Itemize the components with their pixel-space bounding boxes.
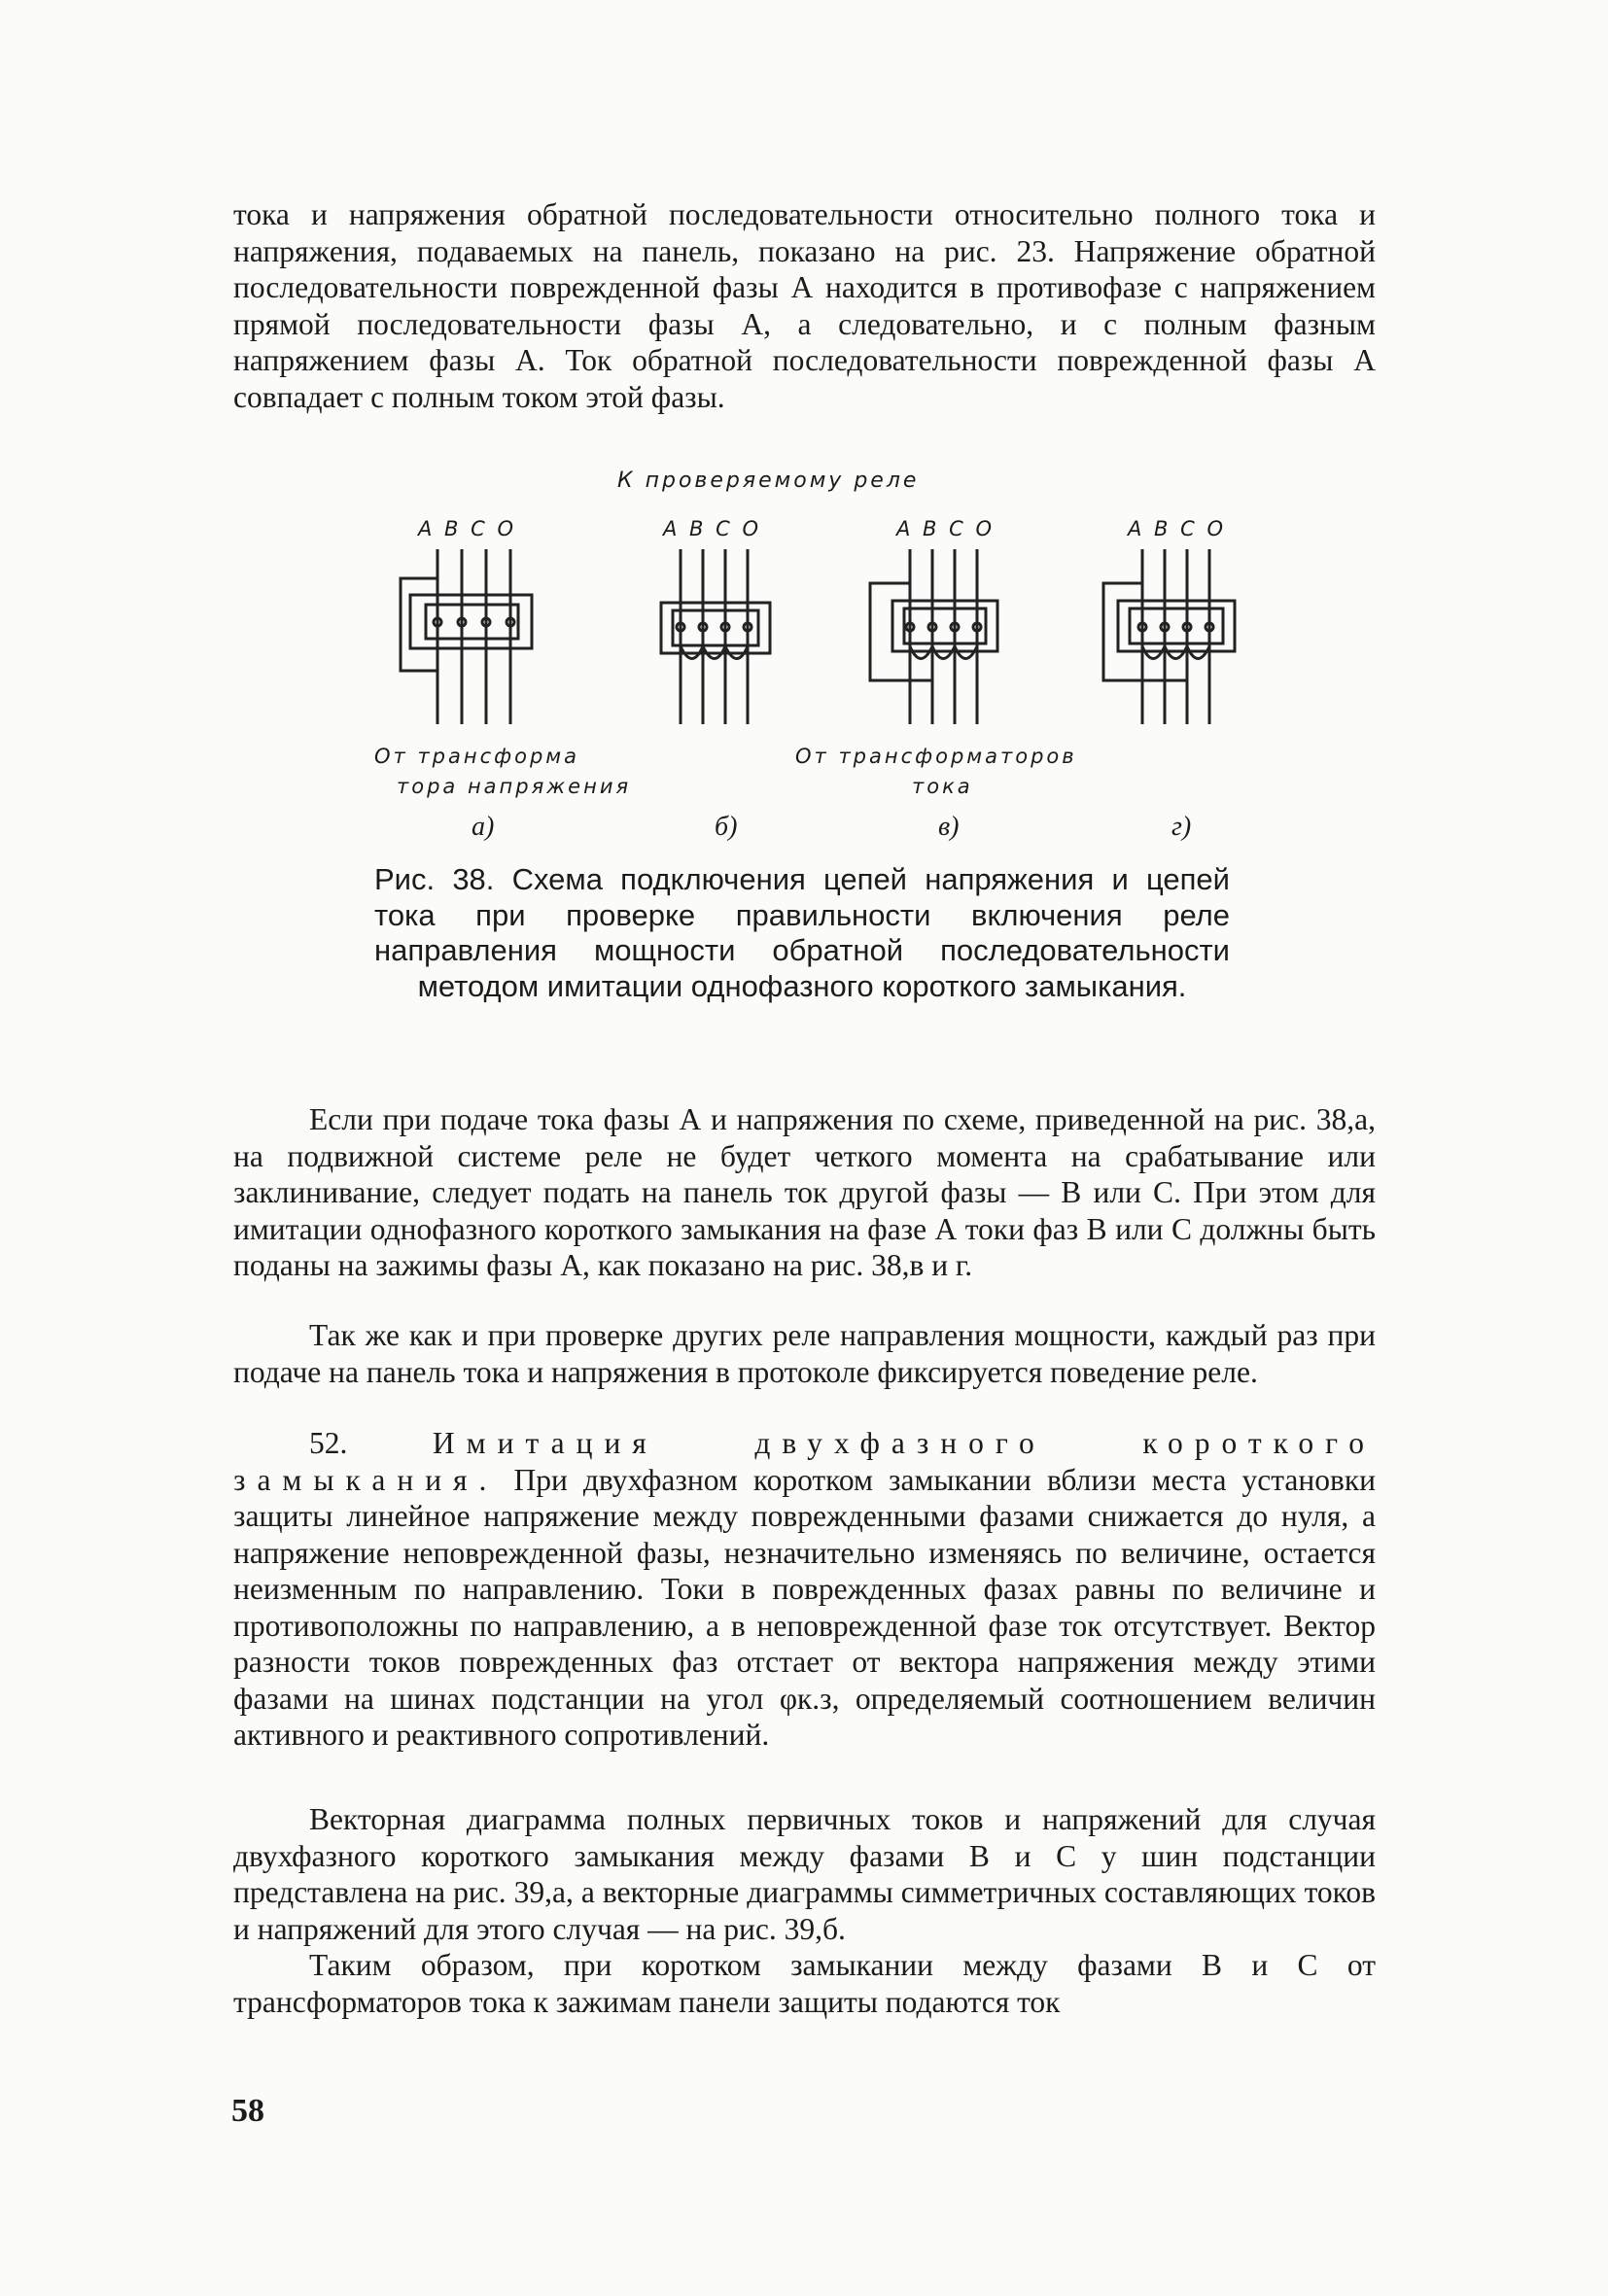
paragraph-record-behavior: Так же как и при проверке других реле направления мощности, каждый раз при подаче на панель тока и напряжения в протоколе фиксируется поведение реле. [233, 1318, 1376, 1389]
terminal-label-d: А В С О [1128, 517, 1226, 540]
circuit-b [661, 549, 770, 724]
section-body: При двухфазном коротком замыкании вблизи места установки защиты линейное напряжение между поврежденными фазами снижается до нуля, а напряжение неповрежденной фазы, незначительно изменяясь по величине, остается неизменным по направлению. Токи в поврежденных фазах равны по величине и противоположны по направлению, а в неповрежденной фазе ток отсутствует. Вектор разности токов поврежденных фаз отстает от вектора напряжения между этими фазами на шинах подстанции на угол φк.з, определяемый соотношением величин активного и реактивного сопротивлений. [233, 1462, 1376, 1752]
terminal-label-a: А В С О [418, 517, 516, 540]
page-number: 58 [231, 2093, 264, 2129]
sublabel-a: а) [472, 812, 495, 842]
terminal-label-b: А В С О [663, 517, 761, 540]
figure-caption: Рис. 38. Схема подключения цепей напряжения и цепей тока при проверке правильности включения реле направления мощности обратной последовательности методом имитации однофазного короткого замыкания. [374, 862, 1230, 1003]
voltage-source-label-1: От трансформа [374, 745, 579, 768]
section-heading: Имитация двухфазного короткого замыкания. [233, 1426, 1376, 1497]
circuit-a [401, 549, 532, 724]
current-source-label-2: тока [912, 775, 973, 798]
figure-top-label: К проверяемому реле [617, 469, 920, 493]
paragraph-section-52 [233, 1425, 1376, 1754]
section-number: 52. [309, 1426, 348, 1460]
sublabel-d: г) [1171, 812, 1192, 842]
paragraph-if-no-torque: Если при подаче тока фазы А и напряжения по схеме, приведенной на рис. 38,а, на подвижной системе реле не будет четкого момента на срабатывание или заклинивание, следует подать на панель ток другой фазы — В или С. При этом для имитации однофазного короткого замыкания на фазе А токи фаз В или С должны быть поданы на зажимы фазы А, как показано на рис. 38,в и г. [233, 1102, 1376, 1282]
circuit-d [1103, 549, 1235, 724]
current-source-label-1: От трансформаторов [795, 745, 1077, 768]
paragraph-vector-diagram: Векторная диаграмма полных первичных токов и напряжений для случая двухфазного короткого замыкания между фазами В и С у шин подстанции представлена на рис. 39,а, а векторные диаграммы симметричных составляющих токов и напряжений для этого случая — на рис. 39,б. [233, 1802, 1376, 1946]
paragraph-thus: Таким образом, при коротком замыкании между фазами В и С от трансформаторов тока к зажимам панели защиты подаются ток [233, 1948, 1376, 2019]
sublabel-c: в) [938, 812, 960, 842]
sublabel-b: б) [715, 812, 738, 842]
paragraph-intro: тока и напряжения обратной последовательности относительно полного тока и напряжения, подаваемых на панель, показано на рис. 23. Напряжение обратной последовательности поврежденной фазы А находится в противофазе с напряжением прямой последовательности фазы А, а следовательно, и с полным фазным напряжением фазы А. Ток обратной последовательности поврежденной фазы А совпадает с полным током этой фазы. [233, 197, 1376, 414]
voltage-source-label-2: тора напряжения [397, 775, 632, 798]
circuit-c [870, 549, 997, 724]
terminal-label-c: А В С О [896, 517, 995, 540]
